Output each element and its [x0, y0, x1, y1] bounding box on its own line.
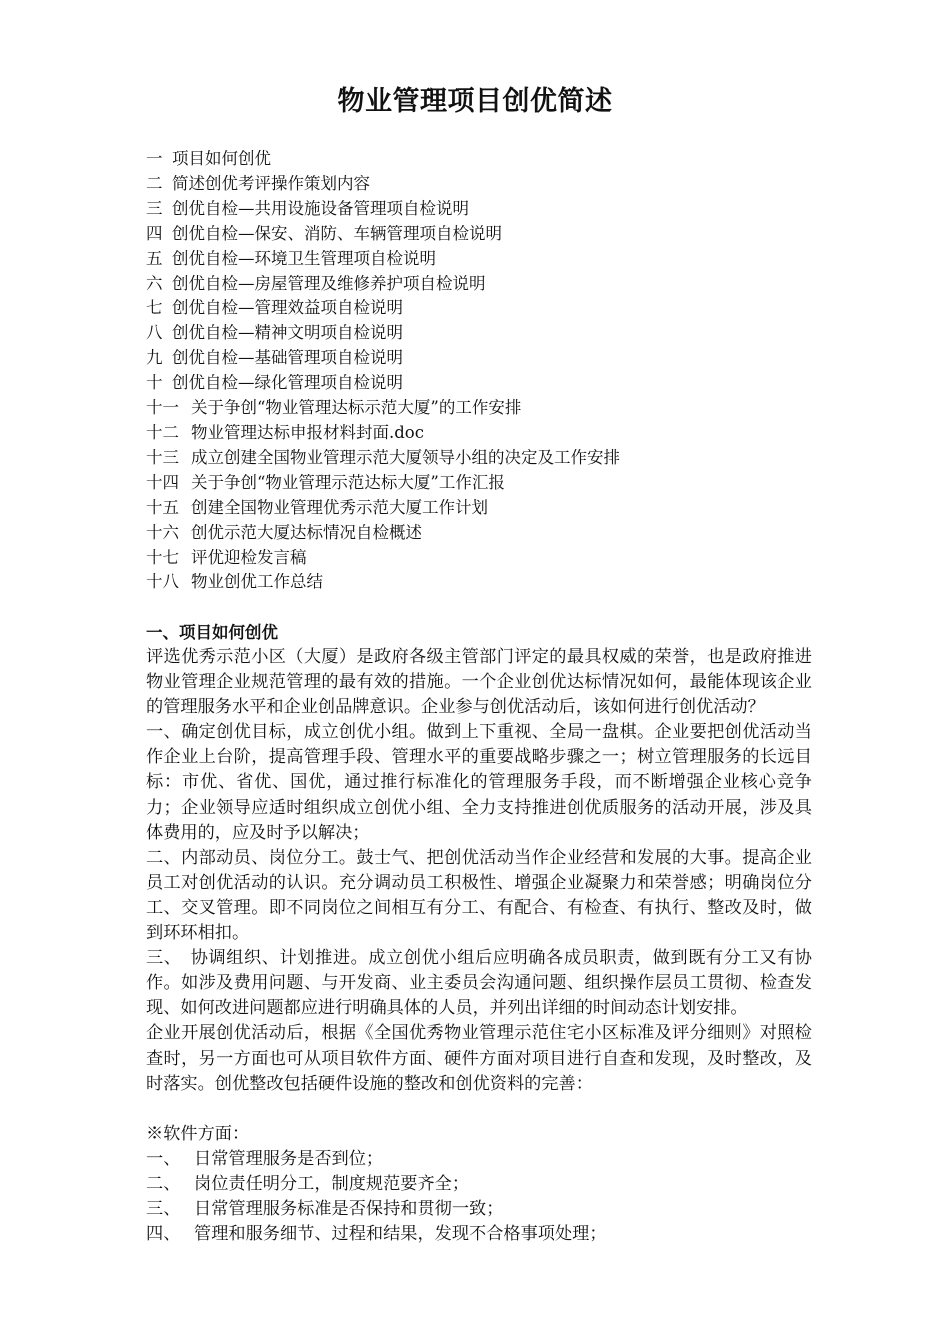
toc-item-number: 五 — [146, 248, 163, 268]
toc-item — [146, 396, 826, 421]
toc-item-text: 简述创优考评操作策划内容 — [172, 173, 370, 193]
software-item — [146, 1172, 812, 1197]
toc-item-text: 创优自检—房屋管理及维修养护项自检说明 — [172, 273, 486, 293]
toc-item-text: 创优自检—保安、消防、车辆管理项自检说明 — [172, 223, 502, 243]
toc-item-text: 关于争创“物业管理示范达标大厦”工作汇报 — [191, 472, 505, 492]
toc-item — [146, 496, 826, 521]
toc-item-number: 十八 — [146, 572, 179, 592]
table-of-contents — [146, 147, 826, 595]
toc-item — [146, 346, 826, 371]
toc-item-number: 十二 — [146, 422, 179, 442]
paragraph-step-three: 三、 协调组织、计划推进。成立创优小组后应明确各成员职责，做到既有分工又有协作。如涉及费用问题、与开发商、业主委员会沟通问题、组织操作层员工贯彻、检查发现、如何改进问题都应进行明确具体的人员，并列出详细的时间动态计划安排。 — [146, 948, 812, 1019]
toc-item — [146, 296, 826, 321]
toc-item-number: 九 — [146, 348, 163, 368]
toc-item-number: 十五 — [146, 497, 179, 517]
toc-item-number: 十四 — [146, 472, 179, 492]
toc-item-number: 二 — [146, 173, 163, 193]
paragraph-inspection: 企业开展创优活动后，根据《全国优秀物业管理示范住宅小区标准及评分细则》对照检查时，另一方面也可从项目软件方面、硬件方面对项目进行自查和发现，及时整改，及时落实。创优整改包括硬件设施的整改和创优资料的完善： — [146, 1023, 812, 1094]
software-item — [146, 1197, 812, 1222]
toc-item-text: 创建全国物业管理优秀示范大厦工作计划 — [191, 497, 488, 517]
toc-item — [146, 147, 826, 172]
software-item-text: 日常管理服务标准是否保持和贯彻一致； — [194, 1198, 504, 1219]
toc-item-number: 七 — [146, 298, 163, 318]
section-body — [146, 645, 812, 1247]
software-item — [146, 1222, 812, 1247]
toc-item — [146, 172, 826, 197]
toc-item-text: 创优自检—绿化管理项自检说明 — [172, 373, 403, 393]
toc-item — [146, 272, 826, 297]
toc-item — [146, 197, 826, 222]
toc-item-text: 创优示范大厦达标情况自检概述 — [191, 522, 422, 542]
toc-item — [146, 247, 826, 272]
software-item-number: 四、 — [146, 1224, 181, 1245]
toc-item-text: 创优自检—精神文明项自检说明 — [172, 323, 403, 343]
software-item-number: 三、 — [146, 1198, 181, 1219]
paragraph-step-two: 二、内部动员、岗位分工。鼓士气、把创优活动当作企业经营和发展的大事。提高企业员工对创优活动的认识。充分调动员工积极性、增强企业凝聚力和荣誉感；明确岗位分工、交叉管理。即不同岗位之间相互有分工、有配合、有检查、有执行、整改及时，做到环环相扣。 — [146, 847, 812, 944]
software-item-number: 二、 — [146, 1173, 181, 1194]
paragraph-intro: 评选优秀示范小区（大厦）是政府各级主管部门评定的最具权威的荣誉，也是政府推进物业管理企业规范管理的最有效的措施。一个企业创优达标情况如何，最能体现该企业的管理服务水平和企业创品牌意识。企业参与创优活动后，该如何进行创优活动？ — [146, 647, 812, 718]
software-item-text: 管理和服务细节、过程和结果，发现不合格事项处理； — [194, 1224, 607, 1245]
toc-item-text: 创优自检—基础管理项自检说明 — [172, 348, 403, 368]
software-heading: ※软件方面： — [146, 1123, 250, 1144]
software-item-text: 日常管理服务是否到位； — [194, 1148, 384, 1169]
toc-item-number: 八 — [146, 323, 163, 343]
toc-item — [146, 521, 826, 546]
toc-item-text: 关于争创“物业管理达标示范大厦”的工作安排 — [191, 398, 522, 418]
toc-item-text: 物业创优工作总结 — [191, 572, 323, 592]
toc-item-text: 物业管理达标申报材料封面.doc — [191, 422, 424, 442]
section-heading: 一、项目如何创优 — [146, 623, 278, 642]
toc-item-number: 四 — [146, 223, 163, 243]
toc-item — [146, 421, 826, 446]
software-item-text: 岗位责任明分工，制度规范要齐全； — [194, 1173, 470, 1194]
toc-item-number: 十 — [146, 373, 163, 393]
toc-item — [146, 371, 826, 396]
toc-item — [146, 321, 826, 346]
toc-item — [146, 222, 826, 247]
toc-item-number: 十一 — [146, 398, 179, 418]
toc-item-text: 成立创建全国物业管理示范大厦领导小组的决定及工作安排 — [191, 447, 620, 467]
document-title: 物业管理项目创优简述 — [337, 86, 613, 117]
toc-item-number: 一 — [146, 149, 163, 168]
toc-item-number: 十七 — [146, 547, 179, 567]
toc-item-text: 创优自检—管理效益项自检说明 — [172, 298, 403, 318]
toc-item-number: 十三 — [146, 447, 179, 467]
toc-item-text: 创优自检—环境卫生管理项自检说明 — [172, 248, 436, 268]
toc-item-text: 评优迎检发言稿 — [191, 547, 307, 567]
software-item-number: 一、 — [146, 1148, 181, 1169]
toc-item — [146, 446, 826, 471]
toc-item-text: 创优自检—共用设施设备管理项自检说明 — [172, 198, 469, 218]
toc-item-number: 六 — [146, 273, 163, 293]
paragraph-step-one: 一、确定创优目标，成立创优小组。做到上下重视、全局一盘棋。企业要把创优活动当作企业上台阶，提高管理手段、管理水平的重要战略步骤之一；树立管理服务的长远目标：市优、省优、国优，通过推行标准化的管理服务手段，而不断增强企业核心竞争力；企业领导应适时组织成立创优小组、全力支持推进创优质服务的活动开展，涉及具体费用的，应及时予以解决； — [146, 722, 812, 843]
toc-item — [146, 546, 826, 571]
toc-item-text: 项目如何创优 — [172, 149, 271, 168]
toc-item-number: 十六 — [146, 522, 179, 542]
toc-item — [146, 570, 826, 595]
blank-line — [146, 1097, 812, 1122]
toc-item — [146, 471, 826, 496]
software-item — [146, 1147, 812, 1172]
toc-item-number: 三 — [146, 198, 163, 218]
